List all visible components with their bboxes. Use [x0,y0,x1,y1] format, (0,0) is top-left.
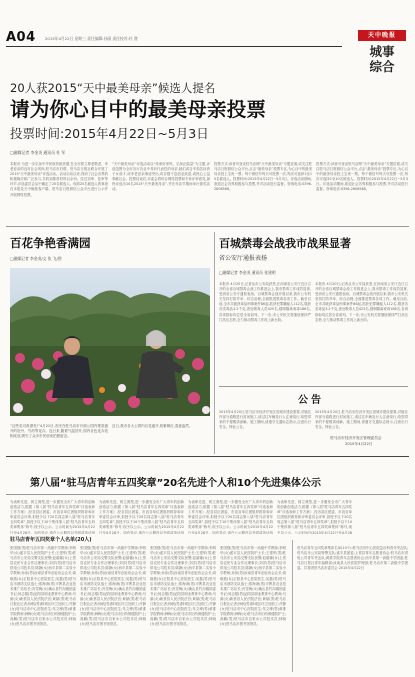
poison-title: 百城禁毒会战我市战果显著 [219,237,351,250]
newspaper-logo: 天中晚报 [358,30,406,41]
section-line-2: 综合 [369,59,395,74]
lead-body-col-3: 投票方式:读者可登录驻马店网“天中最美母亲”专题页面,或关注驻马店日报微信公众平台,点击“最美母亲”投票专区,为心目中的最美母亲投上宝贵一票。每个微信号每天可投票一次,每次可选择1至10名候选人。投票时间:2015年4月22日~5月3日。评选活动期间,欢迎社会各界积极参与投票,并对活动进行监督。咨询电话:0396-2608588。 [214,162,312,192]
page-number: A04 [6,30,36,45]
youth-list-col-2: 张国强(男)驻马店市第一高级中学教师;李明华(女)遂平县人民医院护士长;王建军(男)驻马店市公安局交警支队民警;赵丽娜(女)上蔡县农民专业合作社理事长;刘洋(男)驻马店市供电公司技术员;陈静(女)西平县第二实验小学教师;孙伟(男)汝南县青年创业协会会长;周晓燕(女)正阳县中心医院医生;吴磊(男)驻马店市消防支队战士;郑海涛(男)平舆县农业技术推广站站长;冯雪梅(女)确山县竹沟镇团委书记;何志强(男)泌阳县职业教育中心教师;马丽(女)新蔡县人民法院法官;黄斌(男)驻马店日报社记者;杨帆(男)驿城区环卫处职工;许静(女)驻马店市中心医院医生;朱文博(男)黄淮学院教师;韩梅(女)驻马店市妇幼保健院护士;高鹏(男)驻马店市自来水公司技术员;林晓(女)驻马店市图书馆馆员。 [80,546,146,627]
youth-list-col-1: 张国强(男)驻马店市第一高级中学教师;李明华(女)遂平县人民医院护士长;王建军(男)驻马店市公安局交警支队民警;赵丽娜(女)上蔡县农民专业合作社理事长;刘洋(男)驻马店市供电公司技术员;陈静(女)西平县第二实验小学教师;孙伟(男)汝南县青年创业协会会长;周晓燕(女)正阳县中心医院医生;吴磊(男)驻马店市消防支队战士;郑海涛(男)平舆县农业技术推广站站长;冯雪梅(女)确山县竹沟镇团委书记;何志强(男)泌阳县职业教育中心教师;马丽(女)新蔡县人民法院法官;黄斌(男)驻马店日报社记者;杨帆(男)驿城区环卫处职工;许静(女)驻马店市中心医院医生;朱文博(男)黄淮学院教师;韩梅(女)驻马店市妇幼保健院护士;高鹏(男)驻马店市自来水公司技术员;林晓(女)驻马店市图书馆馆员。 [10,546,76,627]
youth-title-rule [6,494,409,495]
section-line-1: 城事 [369,44,395,59]
masthead-rule [6,46,342,47]
lead-bottom-rule [6,226,409,227]
notice-body-col-1: 2015年4月20日,驻马店市经济开发区因城市建设需要,对辖区内部分道路进行封闭施工,请过往车辆及行人注意绕行,给您带来的不便敬请谅解。施工期间,请遵守交通标志指示,注意出行安全。特此公告。 [219,410,311,430]
youth-top-rule [6,456,409,457]
column-divider [214,232,215,454]
lead-headline: 请为你心目中的最美母亲投票 [10,98,267,121]
notice-signature: 驻马店市经济开发区管理委员会 [330,436,382,440]
poison-body-col-1: 本报讯 4月20日,记者从市公安局获悉,在河南省公安厅近日召开的全省百城禁毒会战工作推进会上,我市禁毒工作成效显著,受到省公安厅通报表扬。百城禁毒会战开展以来,我市公安机关坚持打防并举、综合治理,全面推进禁毒各项工作。截至目前,全市共破获毒品刑事案件86起,抓获犯罪嫌疑人112名,缴获各类毒品3.2千克,查处吸毒人员425名,强制隔离戒毒186名,各项指标均位居全省前列。下一步,市公安机关将继续保持严打高压态势,全力推动禁毒工作再上新台阶。 [219,282,311,322]
section-badge [350,30,410,82]
notice-title: 公告 [298,395,324,406]
lead-kicker: 20人获2015“天中最美母亲”候选人提名 [10,81,216,95]
date-line: 2015年4月22日 星期三 责任编辑:孙丽 责任校对:杜 澄 [45,36,138,41]
lead-body-col-1: 本报讯 为进一步弘扬中华民族传统美德,在全市树立尊老敬老、孝老爱亲的良好社会风尚,驻马店市妇联、驻马店日报社联合开展了2015“天中最美母亲”评选活动。活动启动以来,得到了社会各界的积极响应和广泛参与,共收到推荐材料百余份。经过初审、复审等环节,评选委员会从中确定了20名候选人。现将20名候选人的事迹在本报及天中晚报客户端、驻马店日报微信公众平台进行公示并开展网络投票。 [10,162,108,197]
flower-garden-photo [10,268,210,416]
lead-body-col-4: 投票方式:读者可登录驻马店网“天中最美母亲”专题页面,或关注驻马店日报微信公众平台,点击“最美母亲”投票专区,为心目中的最美母亲投上宝贵一票。每个微信号每天可投票一次,每次可选择1至10名候选人。投票时间:2015年4月22日~5月3日。评选活动期间,欢迎社会各界积极参与投票,并对活动进行监督。咨询电话:0396-2608588。 [316,162,408,192]
youth-intro-col-4: 为表彰先进、树立典型,进一步激发全市广大青年的创新创造活力,根据《第八届“驻马店青年五四奖章”评选表彰工作方案》,经各县区团委、市直各单位团组织推荐和评审委员会评审,拟授予以下20名同志第八届“驻马店青年五四奖章”,拟授予以下10个集体第八届“驻马店青年五四奖章集体”称号,现予以公示。公示时间为2015年4月22日至4月28 [277,500,352,534]
peony-title: 百花争艳香满园 [10,236,91,250]
peony-caption-2: 近日,我市各大公园内百花盛开,姹紫嫣红,春意盎然。 [112,424,193,428]
peony-caption: “这些花可真漂亮!”4月21日,市民在驻马店市开源公园内观赏盛开的牡丹、芍药等花卉。连日来,随着气温回升,园内各色花卉竞相绽放,吸引了众多市民前来拍照留念。 [10,424,108,438]
notice-body-col-2: 2015年4月20日,驻马店市经济开发区因城市建设需要,对辖区内部分道路进行封闭施工,请过往车辆及行人注意绕行,给您带来的不便敬请谅解。施工期间,请遵守交通标志指示,注意出行安全。特此公告。 [315,410,408,430]
notice-date: 2015年4月22日 [345,442,373,446]
notice-top-rule [219,386,408,387]
section-title [358,44,406,74]
youth-intro-col-3: 为表彰先进、树立典型,进一步激发全市广大青年的创新创造活力,根据《第八届“驻马店青年五四奖章”评选表彰工作方案》,经各县区团委、市直各单位团组织推荐和评审委员会评审,拟授予以下20名同志第八届“驻马店青年五四奖章”,拟授予以下10个集体第八届“驻马店青年五四奖章集体”称号,现予以公示。公示时间为2015年4月22日至4月28日。如有异议,请在公示期内以书面或电话形 [188,500,273,534]
youth-intro-col-1: 为表彰先进、树立典型,进一步激发全市广大青年的创新创造活力,根据《第八届“驻马店青年五四奖章”评选表彰工作方案》,经各县区团委、市直各单位团组织推荐和评审委员会评审,拟授予以下20名同志第八届“驻马店青年五四奖章”,拟授予以下10个集体第八届“驻马店青年五四奖章集体”称号,现予以公示。公示时间为2015年4月22日至4月28日。如有异议,请在公示期内以书面或电话形 [10,500,95,534]
youth-title: 第八届“驻马店青年五四奖章”20名先进个人和10个先进集体公示 [30,478,321,489]
youth-list-divider [292,540,293,672]
youth-list-col-3: 张国强(男)驻马店市第一高级中学教师;李明华(女)遂平县人民医院护士长;王建军(男)驻马店市公安局交警支队民警;赵丽娜(女)上蔡县农民专业合作社理事长;刘洋(男)驻马店市供电公司技术员;陈静(女)西平县第二实验小学教师;孙伟(男)汝南县青年创业协会会长;周晓燕(女)正阳县中心医院医生;吴磊(男)驻马店市消防支队战士;郑海涛(男)平舆县农业技术推广站站长;冯雪梅(女)确山县竹沟镇团委书记;何志强(男)泌阳县职业教育中心教师;马丽(女)新蔡县人民法院法官;黄斌(男)驻马店日报社记者;杨帆(男)驿城区环卫处职工;许静(女)驻马店市中心医院医生;朱文博(男)黄淮学院教师;韩梅(女)驻马店市妇幼保健院护士;高鹏(男)驻马店市自来水公司技术员;林晓(女)驻马店市图书馆馆员。 [150,546,216,627]
poison-byline: □融媒记者 李金炎 通讯员 张建明 [219,270,276,275]
peony-byline: □融媒记者 李金炎/文 张 飞/图 [10,256,62,261]
youth-list-heading: 驻马店青年五四奖章个人名单(20人) [10,537,92,543]
lead-subhead: 投票时间:2015年4月22日~5月3日 [10,126,209,141]
poison-body-col-2: 本报讯 4月20日,记者从市公安局获悉,在河南省公安厅近日召开的全省百城禁毒会战工作推进会上,我市禁毒工作成效显著,受到省公安厅通报表扬。百城禁毒会战开展以来,我市公安机关坚持打防并举、综合治理,全面推进禁毒各项工作。截至目前,全市共破获毒品刑事案件86起,抓获犯罪嫌疑人112名,缴获各类毒品3.2千克,查处吸毒人员425名,强制隔离戒毒186名,各项指标均位居全省前列。下一步,市公安机关将继续保持严打高压态势,全力推动禁毒工作再上新台阶。 [315,282,408,322]
lead-byline: □融媒记者 李金炎 通讯员 杜 军 [10,150,66,155]
youth-intro-col-2: 为表彰先进、树立典型,进一步激发全市广大青年的创新创造活力,根据《第八届“驻马店青年五四奖章”评选表彰工作方案》,经各县区团委、市直各单位团组织推荐和评审委员会评审,拟授予以下20名同志第八届“驻马店青年五四奖章”,拟授予以下10个集体第八届“驻马店青年五四奖章集体”称号,现予以公示。公示时间为2015年4月22日至4月28日。如有异议,请在公示期内以书面或电话形 [99,500,184,534]
lead-body-col-2: “天中最美母亲”评选活动以“传承好家风、弘扬正能量”为主题,评选范围为全市各行各业中具有代表性的母亲,她们或含辛茹苦抚育子女成才,或孝老爱亲事迹突出,或自强不息创业致富,或热心公益奉献社会。投票结束后,评委会将综合网络投票和专家评审意见,最终评选出10名2015“天中最美母亲”,并在母亲节期间举行颁奖活动。 [112,162,210,192]
youth-collective-list: 驻马店青年五四奖章集体名单(10个):驻马店市中心医院急诊科青年突击队;驻马店市公安局特警支队;遂平县团委;上蔡县青年志愿者协会;驻马店市供电公司青年突击队;黄淮学院青年志愿者协会;西平县第一高级中学团委;驻马店日报社青年编辑部;汝南县人民医院护理部;驻马店市第二高级中学团委。共青团驻马店市委员会 2015年4月22日 [297,546,408,571]
photo-art [10,268,210,416]
poison-subtitle: 省公安厅通报表扬 [219,255,268,262]
youth-list-col-4: 张国强(男)驻马店市第一高级中学教师;李明华(女)遂平县人民医院护士长;王建军(男)驻马店市公安局交警支队民警;赵丽娜(女)上蔡县农民专业合作社理事长;刘洋(男)驻马店市供电公司技术员;陈静(女)西平县第二实验小学教师;孙伟(男)汝南县青年创业协会会长;周晓燕(女)正阳县中心医院医生;吴磊(男)驻马店市消防支队战士;郑海涛(男)平舆县农业技术推广站站长;冯雪梅(女)确山县竹沟镇团委书记;何志强(男)泌阳县职业教育中心教师;马丽(女)新蔡县人民法院法官;黄斌(男)驻马店日报社记者;杨帆(男)驿城区环卫处职工;许静(女)驻马店市中心医院医生;朱文博(男)黄淮学院教师;韩梅(女)驻马店市妇幼保健院护士;高鹏(男)驻马店市自来水公司技术员;林晓(女)驻马店市图书馆馆员。 [220,546,286,627]
